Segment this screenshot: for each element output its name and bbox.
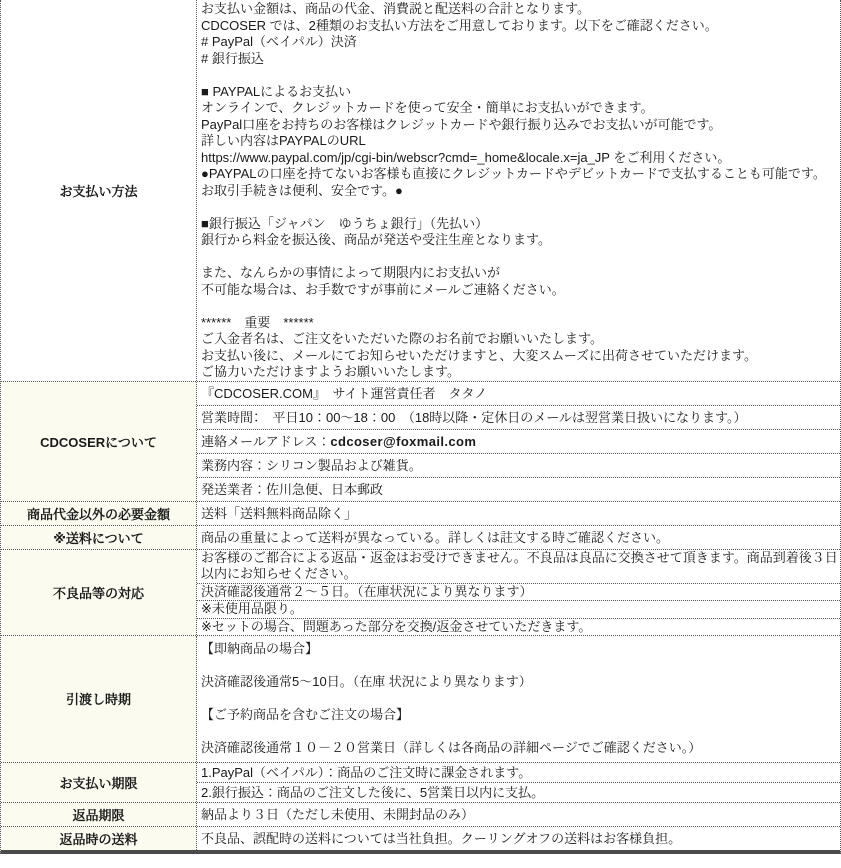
subrow-text: 商品の重量によって送料が異なっている。詳しくは註文する時ご確認ください。 xyxy=(201,529,670,545)
content-subrow xyxy=(197,502,840,525)
content-subrow xyxy=(197,782,840,802)
text-line: ご協力いただけますようお願いいたします。 xyxy=(201,364,460,379)
text-line xyxy=(201,658,838,675)
subrow-text: ※セットの場合、問題あった部分を交換/返金させていただきます。 xyxy=(201,618,592,634)
text-line: # 銀行振込 xyxy=(201,50,264,66)
subrow-text: 送料「送料無料商品除く」 xyxy=(201,505,358,521)
table-row-payment-method xyxy=(1,0,840,381)
text-line: 銀行から料金を振込後、商品が発送や受注生産となります。 xyxy=(201,232,551,247)
content-subrow xyxy=(197,827,840,850)
content-subrow xyxy=(197,550,840,583)
table-row-defective xyxy=(1,549,840,636)
subrow-text: 『CDCOSER.COM』 サイト運営責任者 タタノ xyxy=(201,385,488,401)
table-row-return-deadline xyxy=(1,802,840,826)
content-subrow xyxy=(197,583,840,601)
text-line: CDCOSER では、2種類のお支払い方法をご用意しております。以下をご確認ください。 xyxy=(201,17,718,33)
subrow-text: 決済確認後通常２～５日。（在庫状況により異なります） xyxy=(201,583,533,599)
content-subrow xyxy=(197,429,840,453)
table-row-delivery xyxy=(1,635,840,762)
text-line: # PayPal（ベイパル）決済 xyxy=(201,34,357,49)
row-content-defective xyxy=(197,550,840,636)
text-line xyxy=(201,249,838,266)
table-row-shipping-note xyxy=(1,525,840,549)
content-subrow xyxy=(197,526,840,549)
row-content-payment-deadline xyxy=(197,763,840,802)
row-header-payment-method: お支払い方法 xyxy=(1,0,197,381)
text-line: ■ PAYPALによるお支払い xyxy=(201,83,352,99)
subrow-text: 納品より３日（ただし未使用、未開封品のみ） xyxy=(201,806,475,822)
content-subrow xyxy=(197,405,840,429)
row-content-return-deadline xyxy=(197,803,840,826)
text-line: また、なんらかの事情によって期限内にお支払いが xyxy=(201,265,501,280)
text-lines xyxy=(197,636,840,762)
text-line: オンラインで、クレジットカードを使って安全・簡単にお支払いができます。 xyxy=(201,100,654,115)
row-header-payment-deadline: お支払い期限 xyxy=(1,763,197,802)
text-lines xyxy=(197,0,840,381)
subrow-text: 不良品、誤配時の送料については当社負担。クーリングオフの送料はお客様負担。 xyxy=(201,830,682,846)
text-line: ****** 重要 ****** xyxy=(201,314,314,330)
subrow-text: 1.PayPal（ベイパル）：商品のご注文時に課金されます。 xyxy=(201,764,532,780)
content-subrow xyxy=(197,618,840,636)
content-subrow xyxy=(197,803,840,826)
subrow-text: 営業時間： 平日10：00～18：00 （18時以降・定休日のメールは翌営業日扱いになります。） xyxy=(201,409,747,425)
text-line: お取引手続きは便利、安全です。● xyxy=(201,182,403,198)
row-header-return-deadline: 返品期限 xyxy=(1,803,197,826)
subrow-text: ※未使用品限り。 xyxy=(201,601,303,616)
text-line: ■銀行振込「ジャパン ゆうちょ銀行」（先払い） xyxy=(201,215,489,231)
text-line xyxy=(201,691,838,708)
row-header-defective: 不良品等の対応 xyxy=(1,550,197,636)
text-line: 不可能な場合は、お手数ですが事前にメールご連絡ください。 xyxy=(201,281,565,297)
table-row-about-cdcoser xyxy=(1,381,840,501)
text-line: PayPal口座をお持ちのお客様はクレジットカードや銀行振り込みでお支払いが可能です。 xyxy=(201,116,722,132)
text-line: 【ご予約商品を含むご注文の場合】 xyxy=(201,707,410,722)
table-row-return-shipping xyxy=(1,826,840,850)
text-line: https://www.paypal.com/jp/cgi-bin/webscr?cmd=_home&locale.x=ja_JP をご利用ください。 xyxy=(201,149,731,165)
text-line xyxy=(201,724,838,741)
content-subrow xyxy=(197,763,840,782)
text-line: お支払い後に、メールにてお知らせいただけますと、大変スムーズに出荷させていただけます。 xyxy=(201,347,758,363)
text-line: ご入金者名は、ご注文をいただいた際のお名前でお願いいたします。 xyxy=(201,331,603,346)
text-line xyxy=(201,199,838,216)
row-header-shipping-note: ※送料について xyxy=(1,526,197,549)
content-subrow xyxy=(197,600,840,618)
row-content-about-cdcoser xyxy=(197,382,840,501)
row-header-about-cdcoser: CDCOSERについて xyxy=(1,382,197,501)
row-content-payment-method xyxy=(197,0,840,381)
content-subrow xyxy=(197,453,840,477)
text-line: 【即納商品の場合】 xyxy=(201,641,319,656)
subrow-text: 2.銀行振込：商品のご注文した後に、5営業日以内に支払。 xyxy=(201,784,545,800)
content-subrow xyxy=(197,477,840,501)
row-header-delivery: 引渡し時期 xyxy=(1,636,197,762)
row-content-return-shipping xyxy=(197,827,840,850)
text-line: お支払い金額は、商品の代金、消費説と配送料の合計となります。 xyxy=(201,1,590,16)
contact-email-text: cdcoser@foxmail.com xyxy=(330,433,477,449)
table-row-extra-fees xyxy=(1,501,840,525)
text-line: 決済確認後通常１０－２０営業日（詳しくは各商品の詳細ページでご確認ください。） xyxy=(201,740,702,755)
subrow-text: お客様のご都合による返品・返金はお受けできません。不良品は良品に交換させて頂きます。商品到着後３日以内にお知らせください。 xyxy=(201,549,838,581)
text-line: 詳しい内容はPAYPALのURL xyxy=(201,133,366,148)
subrow-text: 発送業者：佐川急便、日本郵政 xyxy=(201,481,384,497)
subrow-text: 業務内容：シリコン製品および雑貨。 xyxy=(201,457,422,473)
row-content-delivery xyxy=(197,636,840,762)
row-header-extra-fees: 商品代金以外の必要金額 xyxy=(1,502,197,525)
row-content-extra-fees xyxy=(197,502,840,525)
subrow-text: 連絡メールアドレス： xyxy=(201,433,331,449)
content-subrow xyxy=(197,382,840,405)
text-line: ●PAYPALの口座を持てないお客様も直接にクレジットカードやデビットカードで支払することも可能です。 xyxy=(201,166,826,181)
row-header-return-shipping: 返品時の送料 xyxy=(1,827,197,850)
text-line xyxy=(201,298,838,315)
row-content-shipping-note xyxy=(197,526,840,549)
table-row-payment-deadline xyxy=(1,762,840,802)
text-line: 決済確認後通常5～10日。（在庫 状況により異なります） xyxy=(201,674,532,689)
text-line xyxy=(201,67,838,84)
